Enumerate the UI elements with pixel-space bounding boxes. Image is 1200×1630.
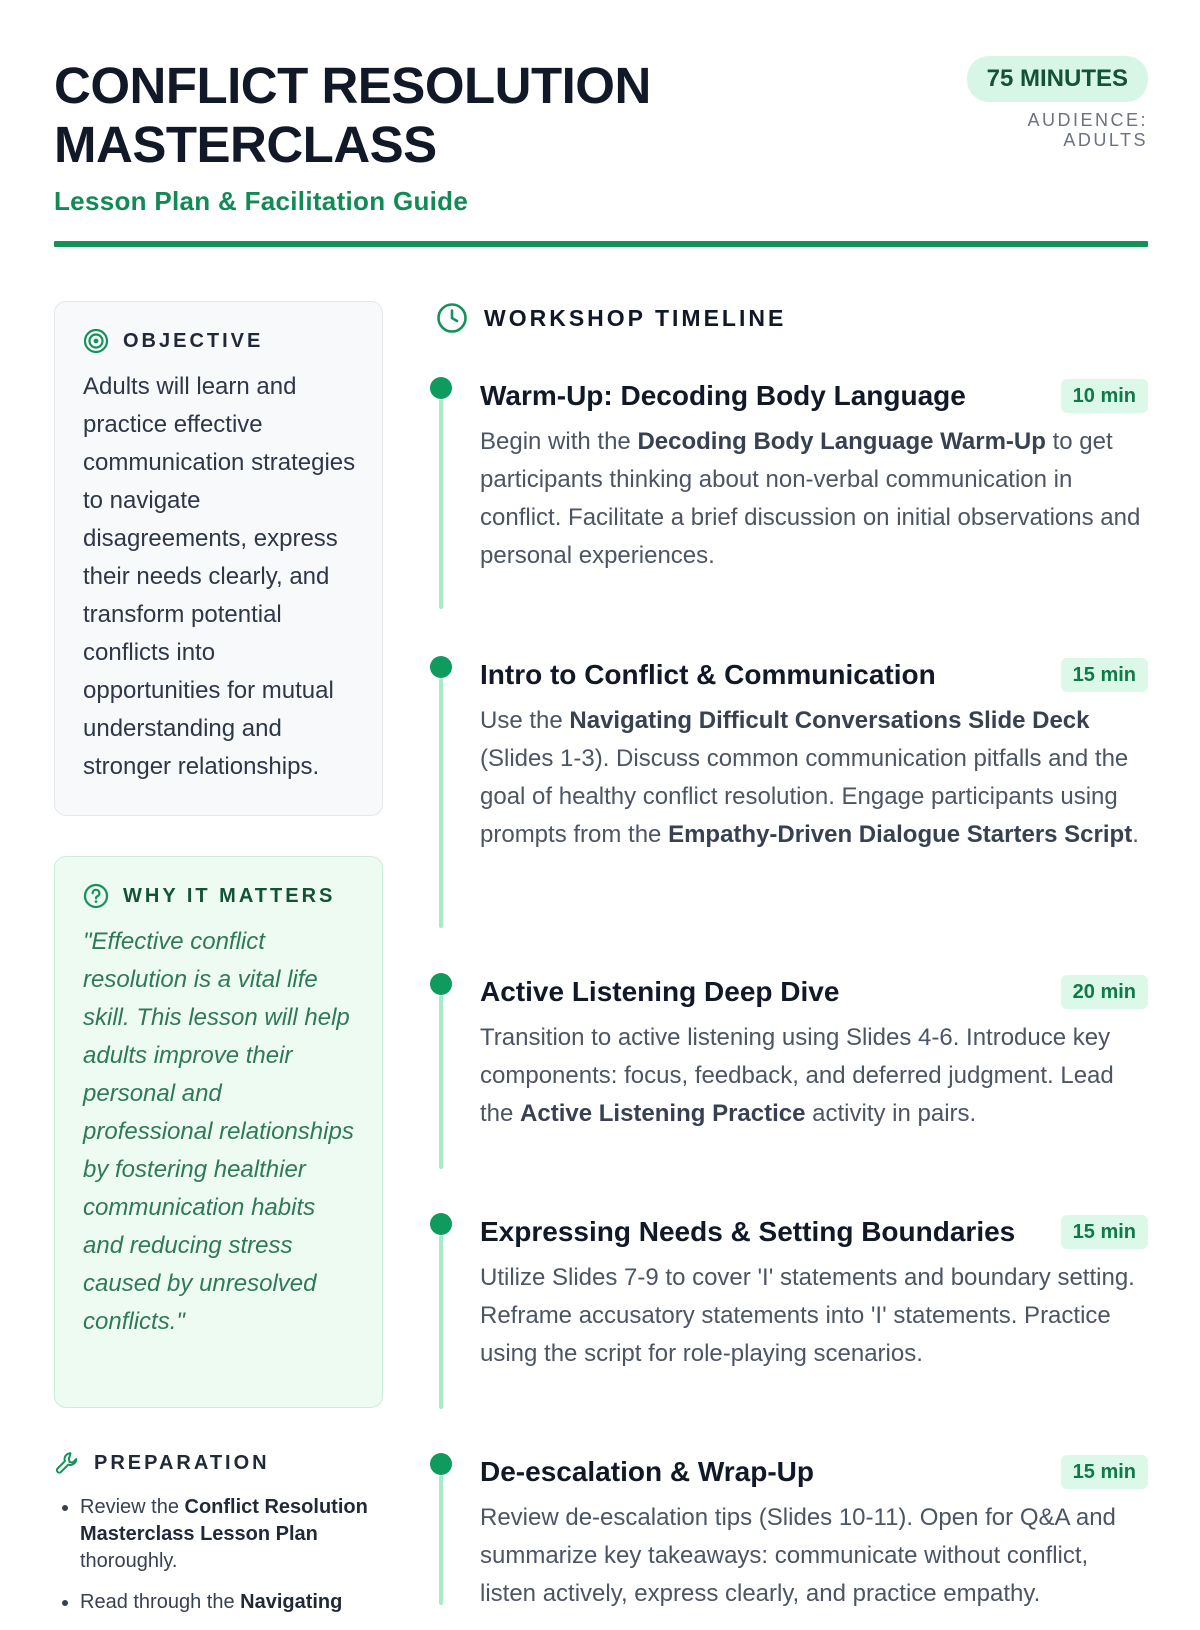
duration-badge: 15 min bbox=[1061, 658, 1148, 692]
timeline-row bbox=[480, 379, 1148, 413]
duration-badge: 10 min bbox=[1061, 379, 1148, 413]
timeline-content bbox=[480, 1455, 1148, 1613]
preparation-title: PREPARATION bbox=[94, 1451, 270, 1474]
desc-bold: Active Listening Practice bbox=[520, 1100, 806, 1127]
timeline-item-title: Warm-Up: Decoding Body Language bbox=[480, 380, 966, 411]
timeline-content bbox=[480, 975, 1148, 1133]
preparation-item bbox=[80, 1589, 383, 1616]
page-title bbox=[54, 56, 754, 174]
timeline-item-description bbox=[480, 423, 1148, 575]
desc-text: Transition to active listening using Slides 4-6. Introduce key components: focus, feedback, and deferred judgment. Lead the bbox=[480, 1024, 1114, 1127]
timeline-item-title: De-escalation & Wrap-Up bbox=[480, 1456, 814, 1487]
timeline-row bbox=[480, 975, 1148, 1009]
timeline-connector bbox=[439, 678, 443, 928]
duration-badge: 75 MINUTES bbox=[967, 56, 1148, 102]
desc-text: Review de-escalation tips (Slides 10-11). Open for Q&A and summarize key takeaways: communicate without conflict, listen actively, express clearly, and practice empathy. bbox=[480, 1504, 1116, 1607]
desc-text: (Slides 1-3). Discuss common communication pitfalls and the goal of healthy conflict resolution. Engage participants using prompts from the bbox=[480, 745, 1129, 848]
desc-text: activity in pairs. bbox=[805, 1100, 977, 1127]
why-header bbox=[83, 883, 356, 909]
right-column bbox=[436, 301, 1148, 1607]
timeline-row bbox=[480, 1215, 1148, 1249]
audience-label bbox=[988, 110, 1148, 150]
timeline-dot bbox=[430, 973, 452, 995]
timeline-connector bbox=[439, 1475, 443, 1605]
timeline-item-description bbox=[480, 1259, 1148, 1373]
timeline-item-title: Expressing Needs & Setting Boundaries bbox=[480, 1216, 1016, 1247]
timeline-item-description bbox=[480, 1019, 1148, 1133]
desc-bold: Empathy-Driven Dialogue Starters Script bbox=[668, 821, 1133, 848]
timeline-connector bbox=[439, 399, 443, 609]
timeline-row bbox=[480, 1455, 1148, 1489]
timeline-item-description bbox=[480, 1499, 1148, 1613]
page-header bbox=[54, 56, 1148, 246]
question-icon bbox=[83, 883, 109, 909]
timeline-item-title: Active Listening Deep Dive bbox=[480, 976, 840, 1007]
timeline-connector bbox=[439, 1235, 443, 1409]
objective-header bbox=[83, 328, 356, 354]
timeline-content bbox=[480, 1215, 1148, 1373]
desc-text: Utilize Slides 7-9 to cover 'I' statements and boundary setting. Reframe accusatory statements into 'I' statements. Practice using the script for role-playing scenarios. bbox=[480, 1264, 1135, 1367]
preparation-section bbox=[54, 1450, 383, 1616]
prep-bold: Conflict Resolution Masterclass Lesson Plan bbox=[80, 1496, 368, 1545]
objective-card bbox=[54, 301, 383, 816]
timeline-content bbox=[480, 658, 1148, 854]
page-subtitle: Lesson Plan & Facilitation Guide bbox=[54, 186, 469, 216]
target-icon bbox=[83, 328, 109, 354]
title-line-1: CONFLICT RESOLUTION bbox=[54, 57, 651, 114]
preparation-list bbox=[54, 1494, 383, 1616]
timeline-dot bbox=[430, 377, 452, 399]
left-column bbox=[54, 301, 383, 1630]
audience-line-1: AUDIENCE: bbox=[1027, 110, 1148, 130]
prep-text: Review the bbox=[80, 1496, 185, 1518]
desc-text: Begin with the bbox=[480, 428, 638, 455]
header-divider bbox=[54, 241, 1148, 247]
timeline-title: WORKSHOP TIMELINE bbox=[484, 304, 787, 331]
timeline-connector bbox=[439, 995, 443, 1169]
why-quote: "Effective conflict resolution is a vital life skill. This lesson will help adults improve their personal and professional relationships by fostering healthier communication habits and reducing stress caused by unresolved conflicts." bbox=[83, 928, 354, 1335]
why-it-matters-card bbox=[54, 856, 383, 1408]
desc-text: . bbox=[1132, 821, 1139, 848]
timeline-content bbox=[480, 379, 1148, 575]
timeline-item-title: Intro to Conflict & Communication bbox=[480, 659, 936, 690]
desc-text: Use the bbox=[480, 707, 570, 734]
desc-bold: Decoding Body Language Warm-Up bbox=[637, 428, 1046, 455]
timeline-dot bbox=[430, 1453, 452, 1475]
prep-bold: Navigating bbox=[240, 1591, 343, 1613]
desc-bold: Navigating Difficult Conversations Slide Deck bbox=[569, 707, 1090, 734]
timeline-dot bbox=[430, 656, 452, 678]
wrench-icon bbox=[54, 1450, 80, 1476]
duration-badge: 15 min bbox=[1061, 1215, 1148, 1249]
clock-icon bbox=[436, 302, 468, 334]
timeline-row bbox=[480, 658, 1148, 692]
timeline-dot bbox=[430, 1213, 452, 1235]
preparation-header bbox=[54, 1450, 383, 1476]
prep-text: thoroughly. bbox=[80, 1550, 178, 1572]
duration-badge: 20 min bbox=[1061, 975, 1148, 1009]
prep-text: Read through the bbox=[80, 1591, 241, 1613]
objective-title: OBJECTIVE bbox=[123, 329, 264, 352]
title-line-2: MASTERCLASS bbox=[54, 116, 437, 173]
desc-text: to get participants thinking about non-verbal communication in conflict. Facilitate a brief discussion on initial observations and personal experiences. bbox=[480, 428, 1141, 569]
audience-line-2: ADULTS bbox=[1063, 130, 1148, 150]
preparation-item bbox=[80, 1494, 383, 1575]
timeline-header bbox=[436, 301, 1148, 335]
timeline-item-description bbox=[480, 702, 1148, 854]
duration-badge: 15 min bbox=[1061, 1455, 1148, 1489]
objective-text: Adults will learn and practice effective communication strategies to navigate disagreements, express their needs clearly, and transform potential conflicts into opportunities for mutual understanding and stronger relationships. bbox=[83, 373, 356, 780]
why-title: WHY IT MATTERS bbox=[123, 884, 336, 907]
